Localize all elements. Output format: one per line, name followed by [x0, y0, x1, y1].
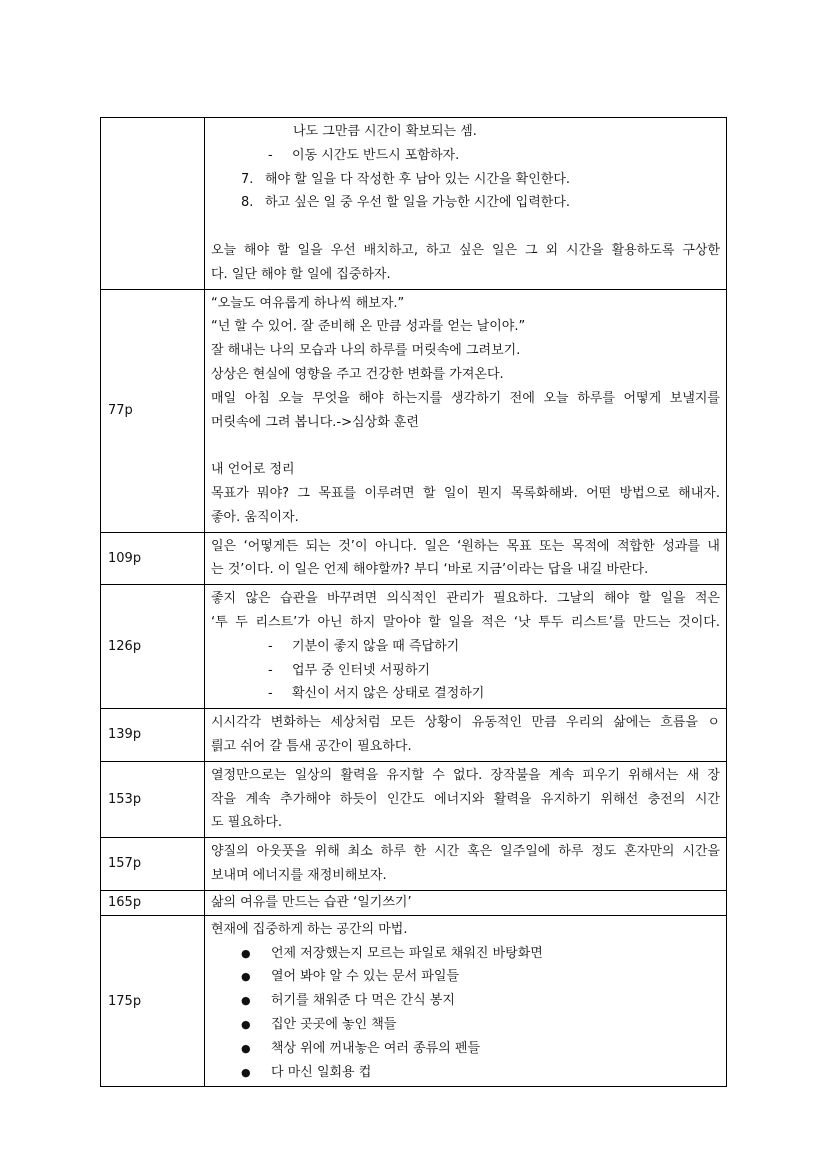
text-line: 매일 아침 오늘 무엇을 해야 하는지를 생각하기 전에 오늘 하루를 어떻게 보낼지를 [211, 390, 720, 406]
page-cell: 139p [101, 709, 205, 762]
bullet-item [211, 989, 720, 1013]
text-line: 현재에 집중하게 하는 공간의 마법. [211, 921, 408, 937]
text-line: “오늘도 여유롭게 하나씩 해보자.” [211, 295, 405, 311]
bullet-icon: ● [241, 994, 251, 1008]
bullet-item-text: 열어 봐야 알 수 있는 문서 파일들 [271, 969, 460, 985]
dash-item [211, 682, 720, 706]
dash-marker: - [268, 686, 273, 702]
text-line: 상상은 현실에 영향을 주고 건강한 변화를 가져온다. [211, 366, 504, 382]
page-cell: 175p [101, 915, 205, 1087]
numbered-item-text: 하고 싶은 일 중 우선 할 일을 가능한 시간에 입력한다. [265, 195, 571, 211]
bullet-icon: ● [241, 1065, 251, 1079]
dash-item-text: 업무 중 인터넷 서핑하기 [292, 662, 430, 678]
content-cell [205, 585, 727, 709]
text-line: 도 필요하다. [211, 815, 283, 831]
text-line: 내 언어로 정리 [211, 462, 295, 478]
bullet-icon: ● [241, 970, 251, 984]
text-line: 목표가 뭐야? 그 목표를 이루려면 할 일이 뭔지 목록화해봐. 어떤 방법으로 해내자. [211, 485, 720, 501]
bullet-item [211, 1013, 720, 1037]
text-line: 열정만으로는 일상의 활력을 유지할 수 없다. 장작불을 계속 피우기 위해서는 새 장 [211, 767, 720, 783]
text-line: 머릿속에 그려 봅니다.->심상화 훈련 [211, 414, 419, 430]
bullet-item-text: 언제 저장했는지 모르는 파일로 채워진 바탕화면 [271, 945, 543, 961]
bullet-item-text: 책상 위에 꺼내놓은 여러 종류의 펜들 [271, 1040, 481, 1056]
numbered-item-text: 해야 할 일을 다 작성한 후 남아 있는 시간을 확인한다. [265, 171, 571, 187]
text-line: 보내며 에너지를 재정비해보자. [211, 867, 387, 883]
content-cell [205, 890, 727, 915]
dash-item [211, 635, 720, 659]
page-cell: 157p [101, 838, 205, 891]
text-line: 일은 ‘어떻게든 되는 것’이 아니다. 일은 ‘원하는 목표 또는 목적에 적합한 성과를 내 [211, 538, 720, 554]
bullet-item-text: 허기를 채워준 다 먹은 간식 봉지 [271, 993, 455, 1009]
bullet-item [211, 1037, 720, 1061]
page-cell: 109p [101, 532, 205, 585]
numbered-item [211, 191, 720, 215]
text-line: 좋아. 움직이자. [211, 509, 299, 525]
table-row [101, 761, 727, 837]
text-line: 시시각각 변화하는 세상처럼 모든 상황이 유동적인 만큼 우리의 삶에는 흐름을 ㅇ [211, 715, 720, 731]
blank-line [211, 215, 720, 239]
dash-item-text: 기분이 좋지 않을 때 즉답하기 [292, 638, 460, 654]
page-cell [101, 118, 205, 290]
text-line: 삶의 여유를 만드는 습관 ‘일기쓰기’ [211, 894, 412, 910]
dash-item [211, 659, 720, 683]
text-line: 좋지 않은 습관을 바꾸려면 의식적인 관리가 필요하다. 그날의 해야 할 일을 적은 [211, 591, 720, 607]
dash-marker: - [268, 147, 273, 163]
numbered-item [211, 168, 720, 192]
table-row [101, 289, 727, 532]
bullet-icon: ● [241, 1041, 251, 1055]
table-row [101, 532, 727, 585]
text-line: 작을 계속 추가해야 하듯이 인간도 에너지와 활력을 유지하기 위해선 충전의 시간 [211, 791, 720, 807]
bullet-item-text: 집안 곳곳에 놓인 책들 [271, 1016, 397, 1032]
text-line: 오늘 해야 할 일을 우선 배치하고, 하고 싶은 일은 그 외 시간을 활용하도록 구상한 [211, 242, 720, 258]
page-cell: 126p [101, 585, 205, 709]
bullet-item [211, 942, 720, 966]
notes-table [100, 117, 727, 1087]
content-cell [205, 118, 727, 290]
dash-item [211, 144, 720, 168]
bullet-item [211, 1061, 720, 1085]
text-line: “넌 할 수 있어. 잘 준비해 온 만큼 성과를 얻는 날이야.” [211, 319, 526, 335]
content-cell [205, 761, 727, 837]
text-line: 다. 일단 해야 할 일에 집중하자. [211, 266, 391, 282]
text-line: ‘투 두 리스트’가 아닌 하지 말아야 할 일을 적은 ‘낫 투두 리스트’를 만드는 것이다. [211, 614, 720, 630]
dash-marker: - [268, 662, 273, 678]
text-line: 릙고 쉬어 갈 틈새 공간이 필요하다. [211, 738, 412, 754]
content-cell [205, 915, 727, 1087]
dash-item-text: 이동 시간도 반드시 포함하자. [292, 147, 460, 163]
table-row [101, 915, 727, 1087]
text-line: 잘 해내는 나의 모습과 나의 하루를 머릿속에 그려보기. [211, 343, 521, 359]
content-cell [205, 838, 727, 891]
bullet-item-text: 다 마신 일회용 컵 [271, 1064, 372, 1080]
bullet-item [211, 965, 720, 989]
content-cell [205, 709, 727, 762]
table-row [101, 709, 727, 762]
text-line: 는 것’이다. 이 일은 언제 해야할까? 부디 ‘바로 지금’이라는 답을 내길 바란다. [211, 562, 649, 578]
item-number: 7. [241, 171, 254, 187]
page-cell: 77p [101, 289, 205, 532]
bullet-icon: ● [241, 1017, 251, 1031]
text-line: 양질의 아웃풋을 위해 최소 하루 한 시간 혹은 일주일에 하루 정도 혼자만의 시간을 [211, 844, 720, 860]
page-cell: 165p [101, 890, 205, 915]
content-cell [205, 532, 727, 585]
bullet-icon: ● [241, 946, 251, 960]
table-row [101, 585, 727, 709]
table-row [101, 838, 727, 891]
dash-item-text: 확신이 서지 않은 상태로 결정하기 [292, 686, 485, 702]
blank-line [211, 434, 720, 458]
item-number: 8. [241, 195, 254, 211]
page-cell: 153p [101, 761, 205, 837]
table-row [101, 890, 727, 915]
content-cell [205, 289, 727, 532]
table-row [101, 118, 727, 290]
text-line: 나도 그만큼 시간이 확보되는 셈. [293, 124, 477, 139]
dash-marker: - [268, 638, 273, 654]
